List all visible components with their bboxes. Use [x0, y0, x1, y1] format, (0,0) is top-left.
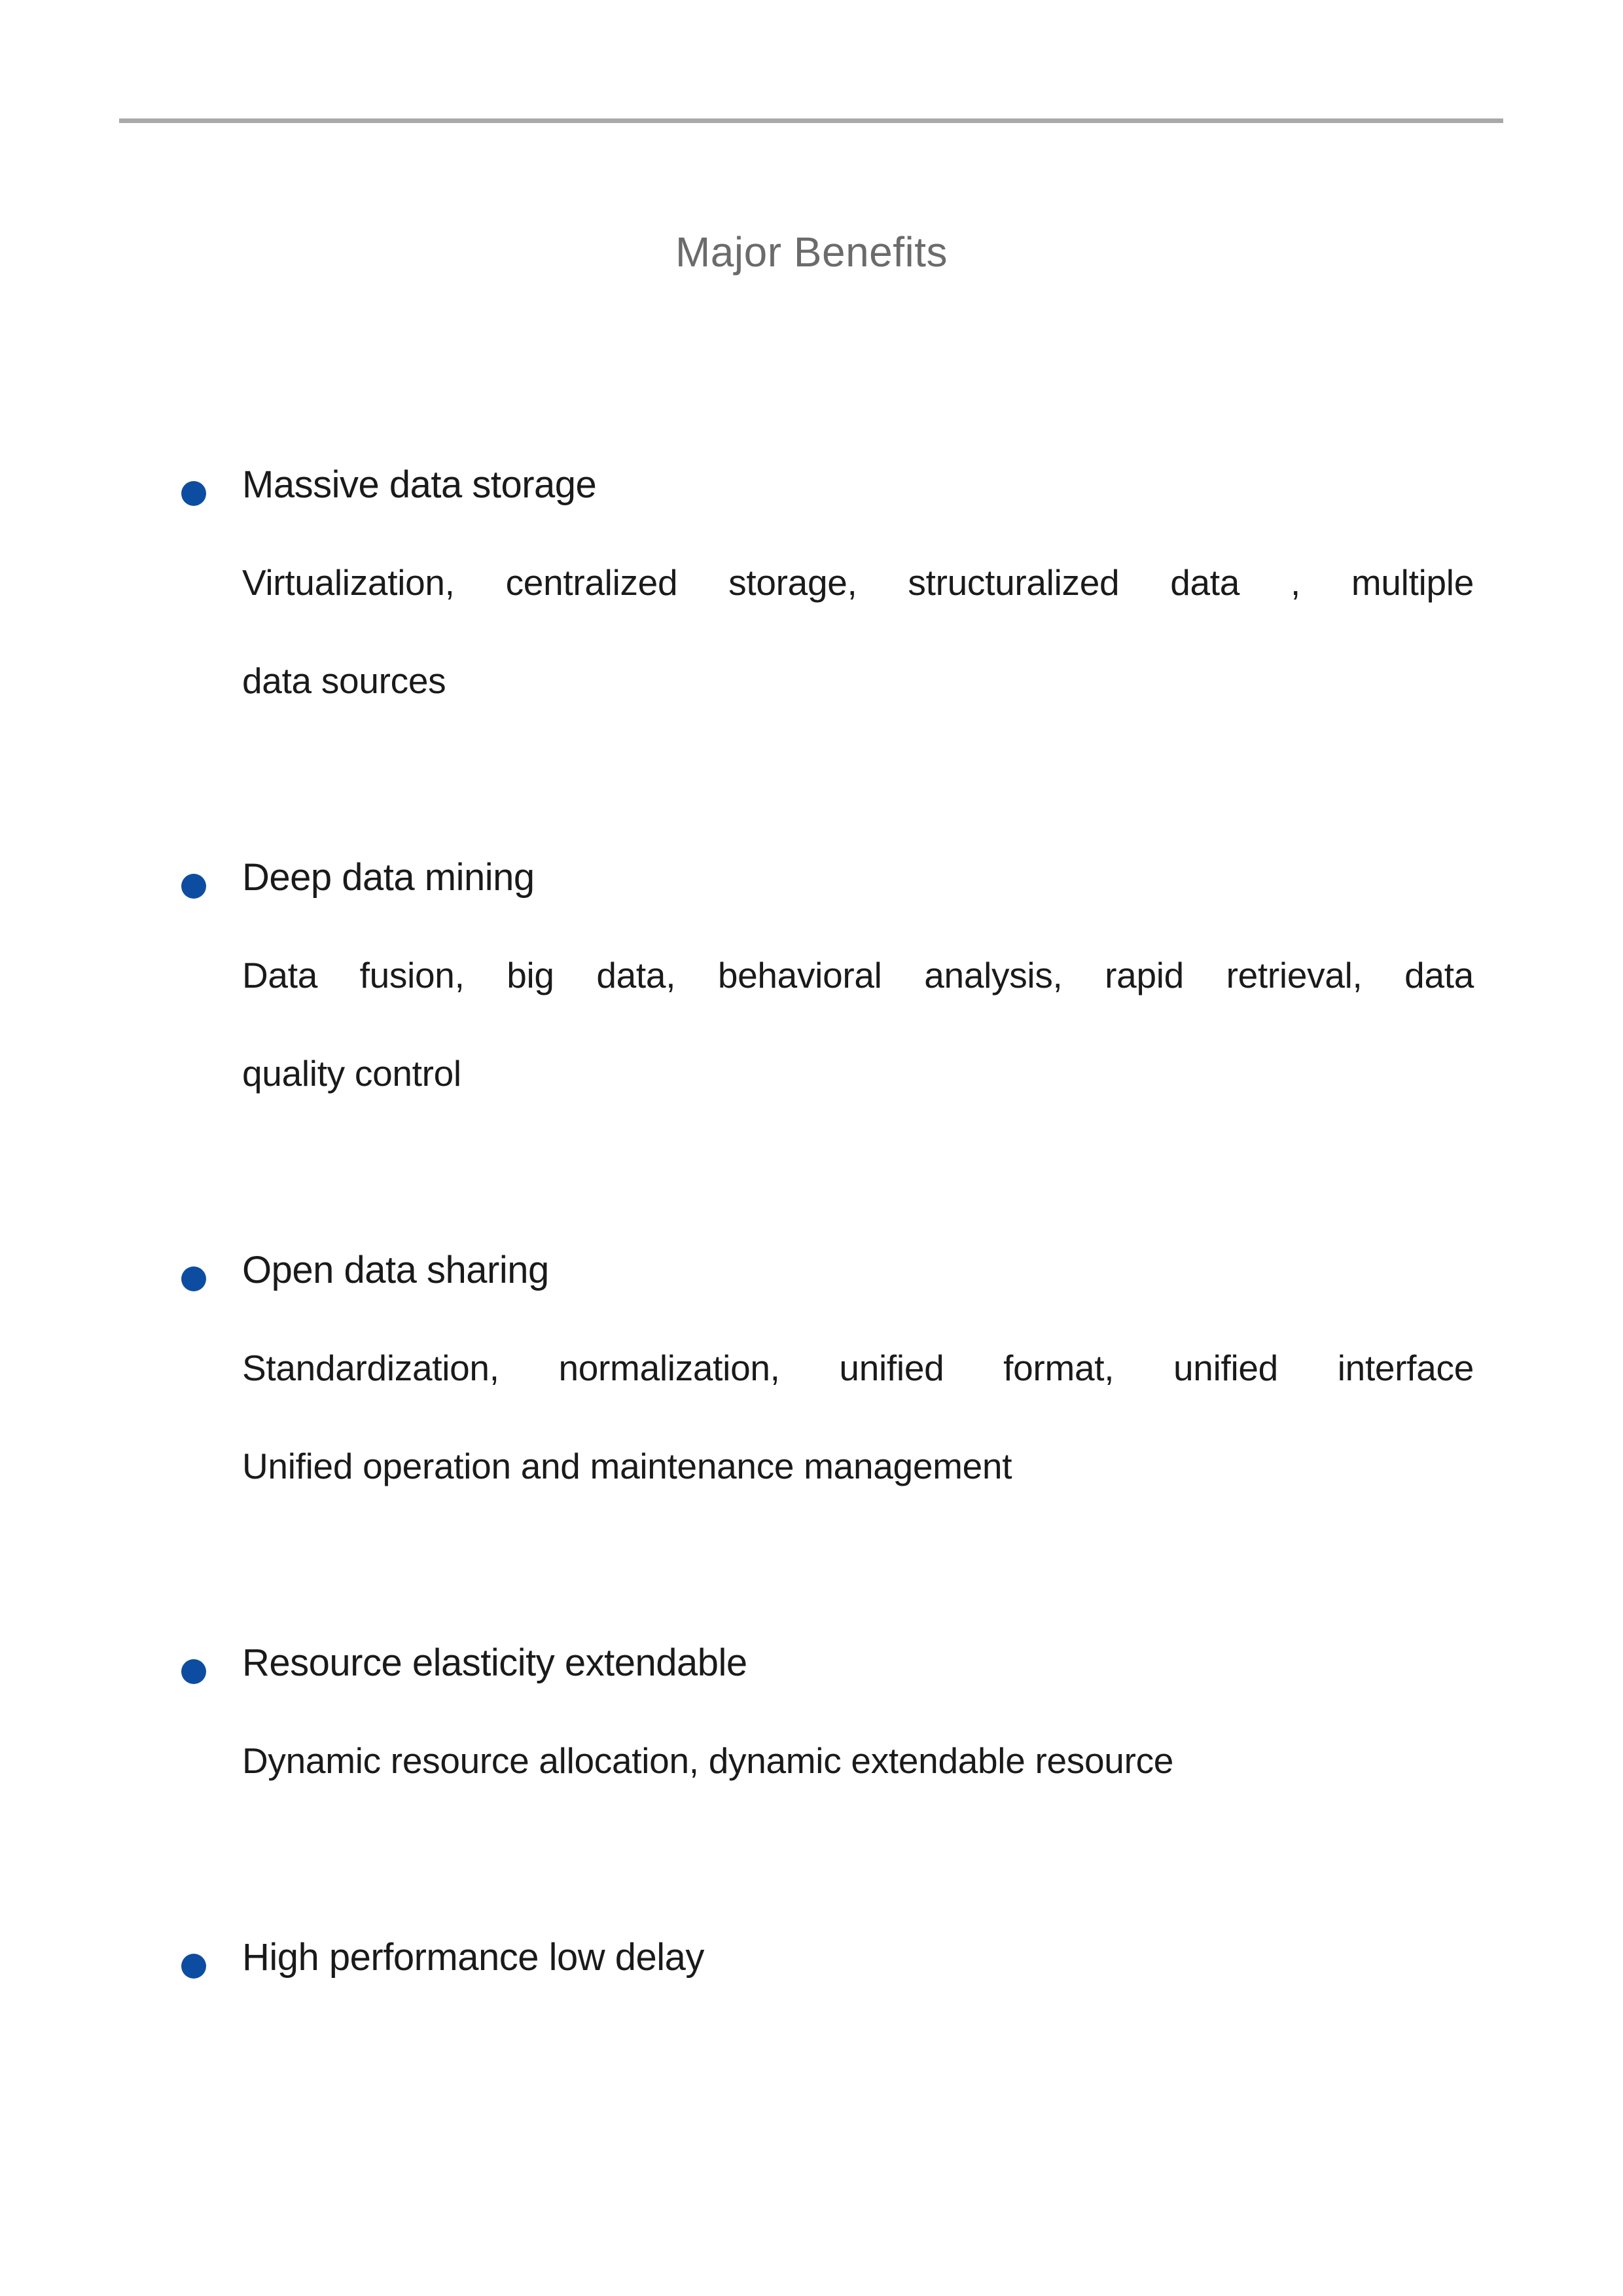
benefit-detail-line: Data fusion, big data, behavioral analysis, rapid retrieval, data: [242, 955, 1474, 996]
page-title: Major Benefits: [675, 228, 948, 276]
benefit-heading-line: [181, 1613, 1474, 1712]
benefit-item-massive-data-storage: [181, 435, 1474, 730]
benefit-detail-line: Standardization, normalization, unified format, unified interface: [242, 1348, 1474, 1388]
benefit-item-high-performance: [181, 1908, 1474, 2006]
benefit-detail-line: data sources: [242, 660, 446, 701]
benefit-heading-line: [181, 828, 1474, 926]
benefits-list: [181, 435, 1474, 2104]
benefit-detail-line: Virtualization, centralized storage, structuralized data , multiple: [242, 562, 1474, 603]
benefit-item-deep-data-mining: [181, 828, 1474, 1122]
benefit-heading: Open data sharing: [242, 1248, 549, 1291]
benefit-heading-line: [181, 1221, 1474, 1319]
benefit-detail-line: quality control: [242, 1053, 461, 1094]
benefit-detail-line: Unified operation and maintenance management: [242, 1446, 1012, 1486]
benefit-item-open-data-sharing: [181, 1221, 1474, 1515]
benefit-heading: Massive data storage: [242, 463, 597, 506]
benefit-item-resource-elasticity: [181, 1613, 1474, 1810]
benefit-heading-line: [181, 435, 1474, 533]
bullet-icon: [181, 1659, 206, 1684]
bullet-icon: [181, 874, 206, 899]
bullet-icon: [181, 1266, 206, 1291]
benefit-heading-line: [181, 1908, 1474, 2006]
bullet-icon: [181, 481, 206, 506]
benefit-heading: Deep data mining: [242, 855, 535, 899]
benefit-heading: High performance low delay: [242, 1935, 704, 1979]
horizontal-divider: [119, 118, 1503, 123]
benefit-detail-line: Dynamic resource allocation, dynamic extendable resource: [242, 1740, 1174, 1781]
bullet-icon: [181, 1954, 206, 1979]
benefit-heading: Resource elasticity extendable: [242, 1641, 747, 1684]
